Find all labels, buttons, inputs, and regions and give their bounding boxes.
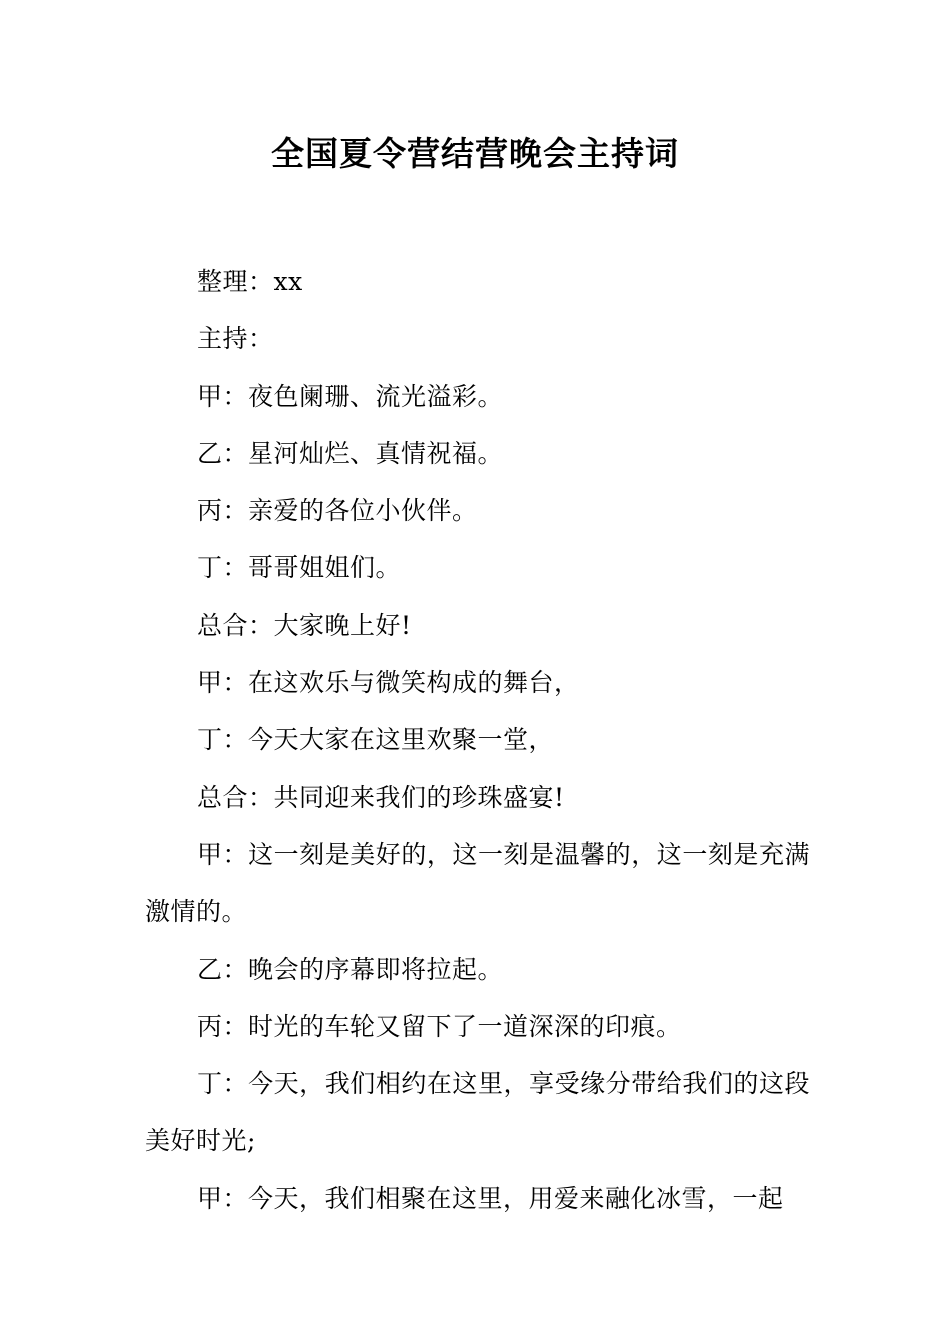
paragraph: 乙：晚会的序幕即将拉起。 xyxy=(197,954,504,984)
paragraph: 乙：星河灿烂、真情祝福。 xyxy=(197,438,504,468)
paragraph: 丁：今天大家在这里欢聚一堂， xyxy=(197,725,555,755)
paragraph: 甲：这一刻是美好的，这一刻是温馨的，这一刻是充满激情的。 xyxy=(145,839,810,927)
paragraph: 丁：哥哥姐姐们。 xyxy=(197,553,402,583)
paragraph: 丙：亲爱的各位小伙伴。 xyxy=(197,496,478,526)
paragraph: 总合：共同迎来我们的珍珠盛宴! xyxy=(197,782,565,812)
paragraph: 甲：今天，我们相聚在这里，用爱来融化冰雪，一起 xyxy=(197,1183,784,1213)
page-title: 全国夏令营结营晚会主持词 xyxy=(271,134,679,173)
paragraph: 甲：夜色阑珊、流光溢彩。 xyxy=(197,381,504,411)
paragraph: 甲：在这欢乐与微笑构成的舞台， xyxy=(197,668,580,698)
paragraph: 丁：今天，我们相约在这里，享受缘分带给我们的这段美好时光; xyxy=(145,1069,810,1156)
document-body xyxy=(145,253,810,1227)
paragraph: 整理：xx xyxy=(197,267,303,296)
paragraph: 总合：大家晚上好! xyxy=(197,610,412,640)
paragraph: 丙：时光的车轮又留下了一道深深的印痕。 xyxy=(197,1011,682,1041)
paragraph: 主持： xyxy=(197,324,274,354)
